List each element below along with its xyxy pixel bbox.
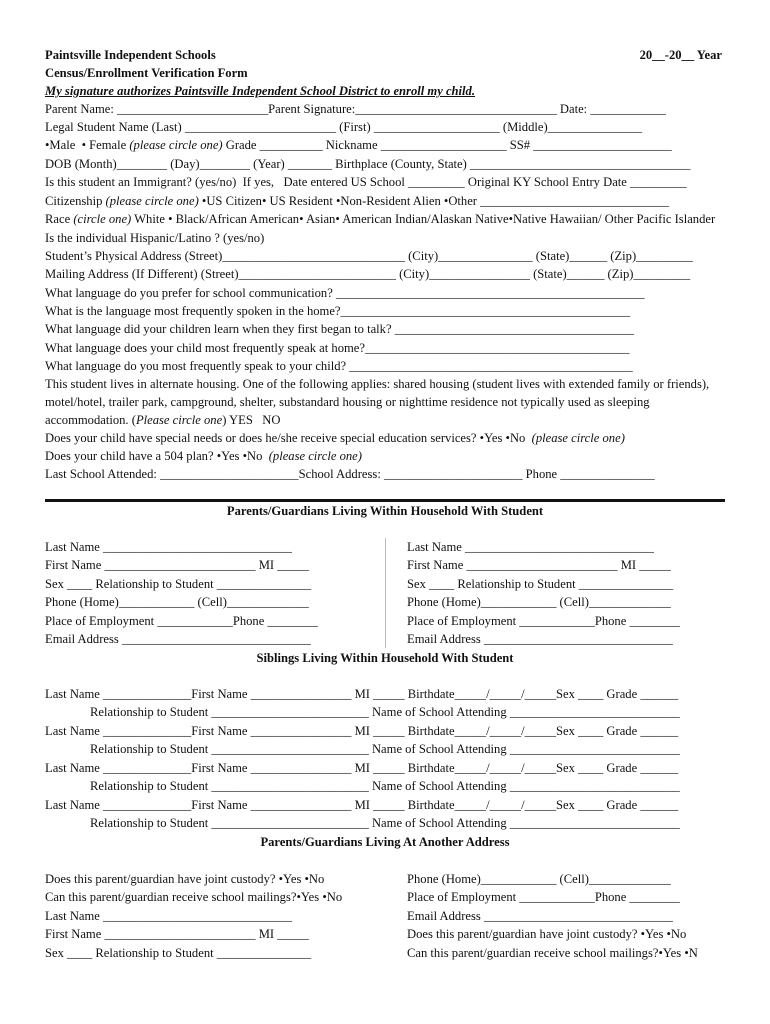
parent-field-line: Email Address ______________________________ [407, 632, 673, 646]
parent-field-line: Sex ____ Relationship to Student _______________ [407, 577, 674, 591]
other-parent-field-line: Email Address ______________________________ [407, 909, 673, 923]
school-name: Paintsville Independent Schools [45, 48, 216, 62]
parent-field-line: First Name ________________________ MI _____ [407, 558, 671, 572]
parent-field-line: Place of Employment ____________Phone ________ [407, 614, 680, 628]
form-text: ) YES NO [222, 413, 281, 427]
sibling-row-detail: Relationship to Student _________________________ Name of School Attending ___________________________ [90, 705, 680, 719]
form-text: Please circle one [135, 413, 223, 427]
form-line [45, 359, 633, 373]
form-text: Is the individual Hispanic/Latino ? (yes/no) [45, 231, 265, 245]
form-text: Is this student an Immigrant? (yes/no) If yes, Date entered US School _________ Original KY School Entry Date _________ [45, 175, 687, 189]
form-text: motel/hotel, trailer park, campground, shelter, substandard housing or nighttime residence not typically used as sleeping [45, 395, 650, 409]
form-text: •Male • Female [45, 138, 130, 152]
form-text: White • Black/African American• Asian• American Indian/Alaskan Native•Native Hawaiian/ Other Pacific Islander [131, 212, 716, 226]
other-parent-field-line: First Name ________________________ MI _____ [45, 927, 309, 941]
form-text: Does your child have a 504 plan? •Yes •No [45, 449, 269, 463]
parent-field-line: Last Name ______________________________ [407, 540, 654, 554]
other-parent-field-line: Can this parent/guardian receive school mailings?•Yes •No [45, 890, 343, 904]
form-text: (circle one) [73, 212, 132, 226]
form-text: What language does your child most frequently speak at home?__________________________________________ [45, 341, 630, 355]
form-text: Grade __________ Nickname ____________________ SS# ______________________ [222, 138, 672, 152]
other-parent-field-line: Can this parent/guardian receive school mailings?•Yes •N [407, 946, 698, 960]
authorization-statement: My signature authorizes Paintsville Independent School District to enroll my child. [45, 84, 475, 98]
form-text: Parent Name: ________________________Parent Signature:________________________________ Date: ____________ [45, 102, 666, 116]
form-line [45, 194, 669, 208]
form-line [45, 467, 655, 481]
form-text: Race [45, 212, 74, 226]
form-text: Student’s Physical Address (Street)_____________________________ (City)_______________ (State)______ (Zip)_________ [45, 249, 693, 263]
school-year: 20__-20__ Year [639, 48, 722, 62]
other-parent-field-line: Phone (Home)____________ (Cell)_____________ [407, 872, 671, 886]
parent-field-line: Sex ____ Relationship to Student _______________ [45, 577, 312, 591]
sibling-row-detail: Relationship to Student _________________________ Name of School Attending ___________________________ [90, 779, 680, 793]
section-divider [45, 499, 725, 502]
form-line [45, 341, 629, 355]
form-text: (please circle one) [105, 194, 199, 208]
sibling-row: Last Name ______________First Name ________________ MI _____ Birthdate_____/_____/_____Sex ____ Grade ______ [45, 761, 679, 775]
form-text: Citizenship [45, 194, 106, 208]
form-text: (please circle one) [268, 449, 362, 463]
siblings-heading: Siblings Living Within Household With Student [256, 651, 514, 665]
form-line [45, 449, 362, 463]
sibling-row-detail: Relationship to Student _________________________ Name of School Attending ___________________________ [90, 742, 680, 756]
parent-field-line: First Name ________________________ MI _____ [45, 558, 309, 572]
form-line [45, 304, 630, 318]
form-line [45, 377, 709, 391]
other-address-heading: Parents/Guardians Living At Another Address [260, 835, 510, 849]
form-text: Legal Student Name (Last) ________________________ (First) ____________________ (Middle)_______________ [45, 120, 643, 134]
form-line [45, 322, 634, 336]
form-line [45, 395, 650, 409]
other-parent-field-line: Last Name ______________________________ [45, 909, 292, 923]
form-title: Census/Enrollment Verification Form [45, 66, 248, 80]
household-parents-heading: Parents/Guardians Living Within Household With Student [226, 504, 544, 518]
sibling-row: Last Name ______________First Name ________________ MI _____ Birthdate_____/_____/_____Sex ____ Grade ______ [45, 687, 679, 701]
form-line [45, 157, 690, 171]
form-line [45, 267, 690, 281]
other-parent-field-line: Does this parent/guardian have joint custody? •Yes •No [407, 927, 687, 941]
form-text: •US Citizen• US Resident •Non-Resident Alien •Other ______________________________ [198, 194, 670, 208]
form-text: Does your child have special needs or does he/she receive special education services? •Yes •No [45, 431, 532, 445]
parent-field-line: Phone (Home)____________ (Cell)_____________ [407, 595, 671, 609]
other-parent-field-line: Place of Employment ____________Phone ________ [407, 890, 680, 904]
form-text: Mailing Address (If Different) (Street)_________________________ (City)________________ (State)______ (Zip)_________ [45, 267, 691, 281]
form-line [45, 138, 672, 152]
form-text: This student lives in alternate housing. One of the following applies: shared housing (student lives with extended family or friends), [45, 377, 710, 391]
parent-field-line: Phone (Home)____________ (Cell)_____________ [45, 595, 309, 609]
parent-field-line: Last Name ______________________________ [45, 540, 292, 554]
form-text: Last School Attended: ______________________School Address: ______________________ Phone _______________ [45, 467, 655, 481]
sibling-row: Last Name ______________First Name ________________ MI _____ Birthdate_____/_____/_____Sex ____ Grade ______ [45, 724, 679, 738]
sibling-row-detail: Relationship to Student _________________________ Name of School Attending ___________________________ [90, 816, 680, 830]
sibling-row: Last Name ______________First Name ________________ MI _____ Birthdate_____/_____/_____Sex ____ Grade ______ [45, 798, 679, 812]
form-line [45, 175, 687, 189]
form-line [45, 249, 693, 263]
form-text: What language did your children learn when they first began to talk? ______________________________________ [45, 322, 634, 336]
form-text: What language do you most frequently speak to your child? _____________________________________________ [45, 359, 633, 373]
form-line [45, 286, 645, 300]
form-line [45, 413, 281, 427]
form-text: (please circle one) [531, 431, 625, 445]
form-line [45, 431, 625, 445]
form-text: (please circle one) [129, 138, 223, 152]
parent-field-line: Email Address ______________________________ [45, 632, 311, 646]
form-text: accommodation. ( [45, 413, 136, 427]
form-text: DOB (Month)________ (Day)________ (Year) _______ Birthplace (County, State) ___________________________________ [45, 157, 691, 171]
form-text: What is the language most frequently spoken in the home?______________________________________________ [45, 304, 631, 318]
other-parent-field-line: Sex ____ Relationship to Student _______________ [45, 946, 312, 960]
form-text: What language do you prefer for school communication? _________________________________________________ [45, 286, 645, 300]
form-line [45, 231, 264, 245]
column-divider [385, 538, 386, 648]
other-parent-field-line: Does this parent/guardian have joint custody? •Yes •No [45, 872, 325, 886]
form-line [45, 102, 666, 116]
parent-field-line: Place of Employment ____________Phone ________ [45, 614, 318, 628]
form-line [45, 212, 715, 226]
form-line [45, 120, 642, 134]
